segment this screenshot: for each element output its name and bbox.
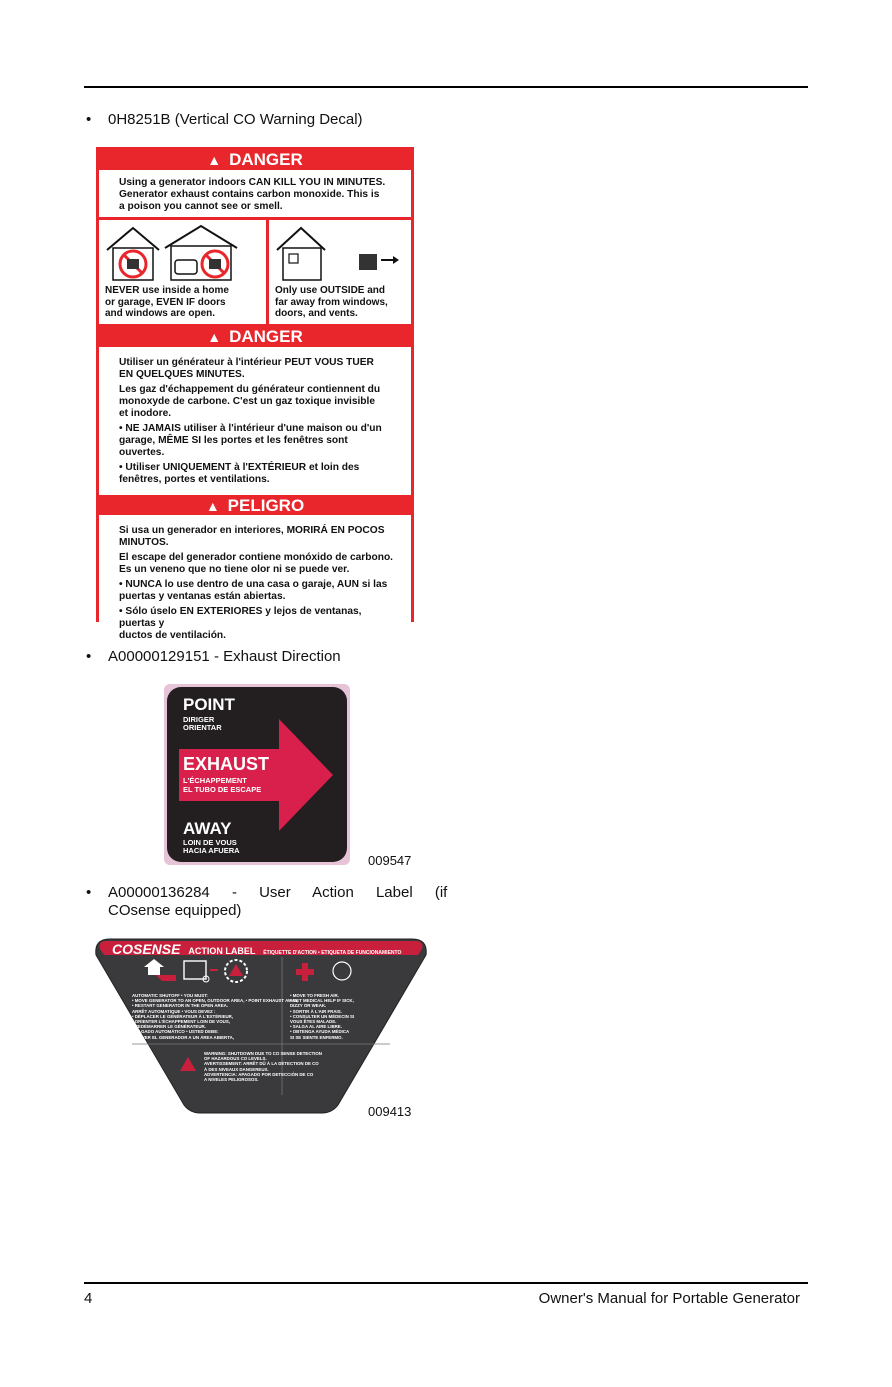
- danger-header-fr: ▲ DANGER: [99, 327, 411, 349]
- bullet-marker: •: [86, 884, 92, 901]
- action-label-title: ACTION LABEL: [188, 946, 256, 956]
- warning-triangle-icon: ▲: [207, 328, 222, 345]
- item-label: A00000129151 - Exhaust Direction: [108, 648, 341, 665]
- outdoor-use-panel: Only use OUTSIDE and far away from windows, doors, and vents.: [269, 220, 411, 324]
- manual-title: Owner's Manual for Portable Generator: [538, 1290, 800, 1307]
- header-rule: [84, 86, 808, 88]
- danger-text-es: Si usa un generador en interiores, MORIRÁ EN POCOS MINUTOS. El escape del generador contiene monóxido de carbono. Es un veneno que no tiene olor ni se puede ver. • NUNCA lo use dentro de una casa o garaje, AUN si las puertas y ventanas están abiertas. • Sólo úselo EN EXTERIORES y lejos de ventanas, puertas y ductos de ventilación.: [99, 517, 411, 651]
- figure-id: 009413: [368, 1104, 412, 1119]
- danger-header-en: ▲ DANGER: [99, 150, 411, 172]
- point-sub-fr: DIRIGER: [183, 715, 215, 724]
- item-label: A00000136284 - User Action Label (if: [108, 884, 448, 901]
- exhaust-sub-fr: L'ÉCHAPPEMENT: [183, 776, 247, 785]
- bullet-marker: •: [86, 648, 92, 665]
- point-sub-es: ORIENTAR: [183, 723, 222, 732]
- figure-id: 009547: [368, 853, 412, 868]
- warning-triangle-icon: ▲: [207, 152, 222, 168]
- exhaust-label: EXHAUST: [183, 754, 270, 774]
- away-label: AWAY: [183, 819, 232, 838]
- danger-pictograms: [99, 217, 411, 327]
- cosense-brand: COSENSE: [112, 941, 181, 957]
- bullet-marker: •: [86, 111, 92, 128]
- indoor-prohibited-panel: NEVER use inside a home or garage, EVEN IF doors and windows are open.: [99, 220, 266, 324]
- cosense-action-label: [92, 937, 430, 1114]
- generator-outdoors-icon: [275, 224, 405, 282]
- danger-text-en: Using a generator indoors CAN KILL YOU IN MINUTES. Generator exhaust contains carbon monoxide. This is a poison you cannot see or smell.: [99, 172, 411, 217]
- cosense-warning: WARNING: SHUTDOWN DUE TO CO SENSE DETECTION OF HAZARDOUS CO LEVELS. AVERTISSEMENT: ARRÊT DÛ À LA DÉTECTION DE CO À DES NIVEAUX DANGEREUX. ADVERTENCIA: APAGADO POR DETECCIÓN DE CO A NIVELES PELIGROSOS.: [204, 1051, 322, 1083]
- co-warning-decal: [96, 147, 414, 641]
- exhaust-sub-es: EL TUBO DE ESCAPE: [183, 785, 262, 794]
- away-sub-fr: LOIN DE VOUS: [183, 838, 237, 847]
- cosense-instructions-left: AUTOMATIC SHUTOFF • YOU MUST: • MOVE GENERATOR TO AN OPEN, OUTDOOR AREA, • POINT EXHAUST AWAY, • RESTART GENERATOR IN THE OPEN AREA. ARRÊT AUTOMATIQUE • VOUS DEVEZ : • DÉPLACER LE GÉNÉRATEUR À L'EXTÉRIEUR, • ORIENTER L'ÉCHAPPEMENT LOIN DE VOUS, • REDÉMARRER LE GÉNÉRATEUR. APAGADO AUTOMÁTICO • USTED DEBE: • MOVER EL GENERADOR A UN ÁREA ABIERTA,: [132, 993, 299, 1040]
- danger-text-fr: Utiliser un générateur à l'intérieur PEUT VOUS TUER EN QUELQUES MINUTES. Les gaz d'échappement du générateur contiennent du monoxyde de carbone. C'est un gaz toxique invisible et inodore. • NE JAMAIS utiliser à l'intérieur d'une maison ou d'un garage, MÊME SI les portes et les fenêtres sont ouvertes. • Utiliser UNIQUEMENT à l'EXTÉRIEUR et loin des fenêtres, portes et ventilations.: [99, 349, 411, 495]
- exhaust-direction-decal: [164, 684, 350, 865]
- item-label: 0H8251B (Vertical CO Warning Decal): [108, 111, 363, 128]
- cosense-header: [112, 941, 401, 957]
- item-label-cont: COsense equipped): [108, 902, 242, 919]
- action-label-subtitle: ÉTIQUETTE D'ACTION • ETIQUETA DE FUNCIONAMIENTO: [263, 950, 402, 956]
- away-sub-es: HACIA AFUERA: [183, 846, 240, 855]
- warning-triangle-icon: ▲: [205, 498, 220, 514]
- page-number: 4: [84, 1290, 93, 1307]
- point-label: POINT: [183, 695, 235, 714]
- cosense-instructions-right: • MOVE TO FRESH AIR. • GET MEDICAL HELP IF SICK, DIZZY OR WEAK. • SORTIR À L'AIR FRAIS. • CONSULTER UN MÉDECIN SI VOUS ÊTES MALADE. • SALGA AL AIRE LIBRE. • OBTENGA AYUDA MÉDICA SI SE SIENTE ENFERMO.: [290, 993, 355, 1040]
- footer-rule: [84, 1282, 808, 1284]
- no-generator-indoors-icon: [105, 224, 245, 282]
- danger-header-es: ▲ PELIGRO: [99, 495, 411, 517]
